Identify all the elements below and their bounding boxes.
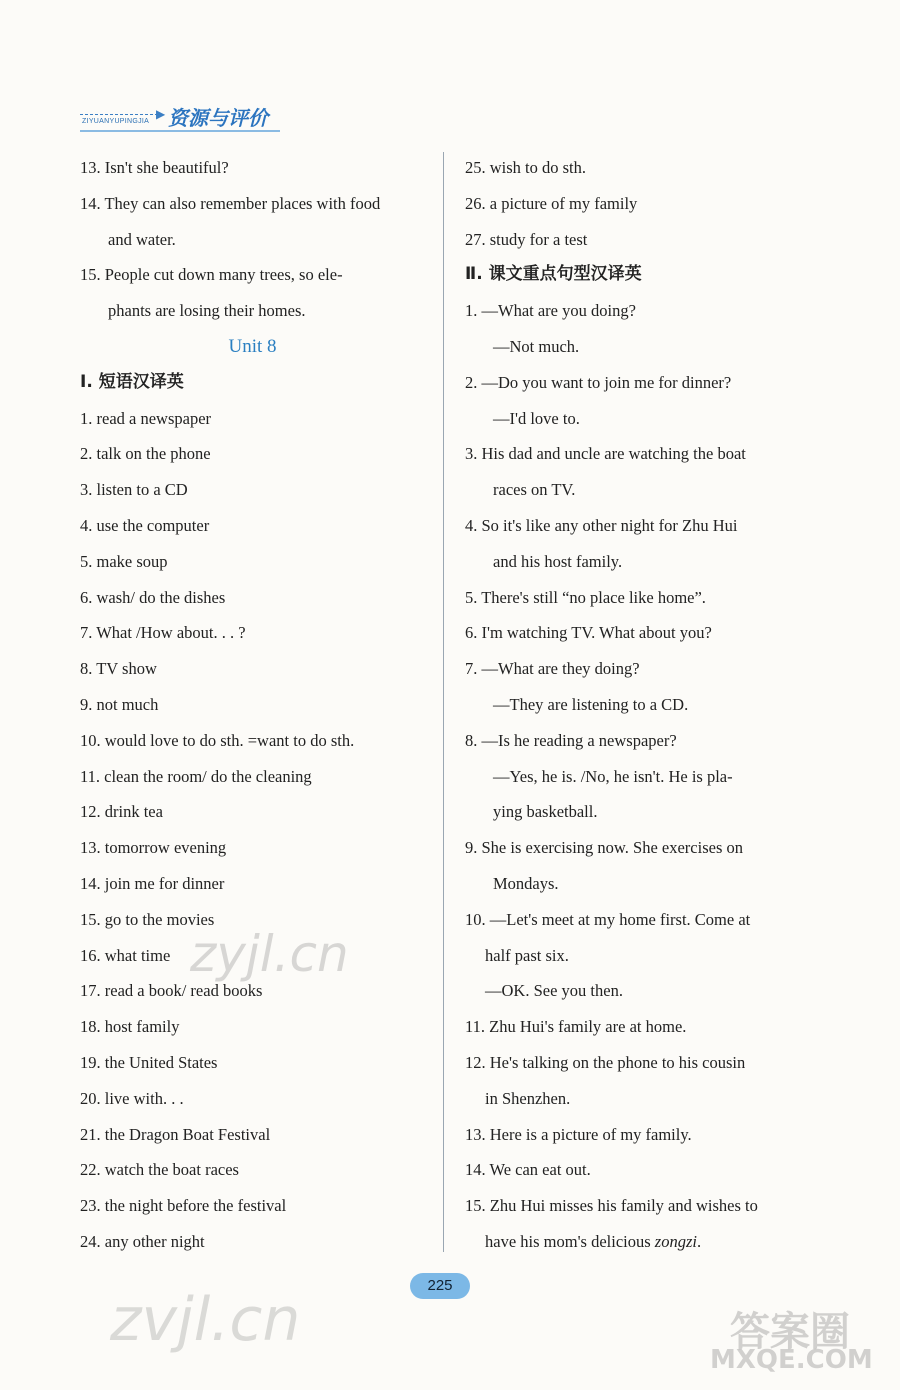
text-line: 14. join me for dinner [80, 873, 225, 893]
text-line: phants are losing their homes. [108, 301, 306, 321]
text-line: have his mom's delicious zongzi. [485, 1231, 702, 1251]
arrow-icon: ▶ [156, 107, 166, 121]
text-line: 5. There's still “no place like home”. [465, 587, 706, 607]
unit-title: Unit 8 [228, 335, 277, 357]
text-line: 1. —What are you doing? [465, 301, 636, 321]
text-line: 13. Here is a picture of my family. [465, 1124, 692, 1144]
text-line: 27. study for a test [465, 229, 588, 249]
watermark: zyjl.cn [190, 925, 349, 983]
header-roman: ZIYUANYUPINGJIA [82, 118, 150, 125]
text-line: 15. Zhu Hui misses his family and wishes to [465, 1196, 758, 1216]
text-line: 11. clean the room/ do the cleaning [80, 766, 312, 786]
watermark: zvjl.cn [110, 1285, 301, 1355]
text-line: 9. not much [80, 694, 159, 714]
header-underline [80, 130, 280, 132]
text-line: 7. What /How about. . . ? [80, 623, 246, 643]
text-line: 1. read a newspaper [80, 408, 212, 428]
text-line: 3. His dad and uncle are watching the boat [465, 444, 746, 464]
page-number: 225 [410, 1273, 470, 1299]
text-line: 8. —Is he reading a newspaper? [465, 730, 677, 750]
text-line: 19. the United States [80, 1052, 218, 1072]
text-line: 25. wish to do sth. [465, 158, 587, 177]
text-line: 17. read a book/ read books [80, 981, 263, 1001]
right-column [465, 150, 810, 1260]
watermark: MXQE.COM [710, 1345, 873, 1375]
text-line: 22. watch the boat races [80, 1160, 239, 1180]
text-line: half past six. [485, 945, 569, 965]
text-line: 7. —What are they doing? [465, 659, 640, 679]
text-line: 24. any other night [80, 1231, 205, 1251]
text-line: ying basketball. [493, 802, 598, 822]
text-line: and water. [108, 229, 176, 249]
text-line: in Shenzhen. [485, 1088, 571, 1108]
text-line: 15. People cut down many trees, so ele- [80, 265, 343, 285]
text-line: 26. a picture of my family [465, 193, 638, 213]
text-line: 14. We can eat out. [465, 1160, 591, 1180]
header-title: 资源与评价 [168, 106, 268, 130]
text-line: 3. listen to a CD [80, 480, 188, 500]
section-title-sentences: Ⅱ. 课文重点句型汉译英 [465, 264, 642, 285]
section-title-phrases: Ⅰ. 短语汉译英 [80, 371, 184, 392]
text-line: 4. use the computer [80, 515, 210, 535]
text-line: —I'd love to. [493, 408, 580, 428]
text-line: 13. tomorrow evening [80, 838, 227, 858]
text-line: —Yes, he is. /No, he isn't. He is pla- [493, 766, 733, 786]
text-line: 21. the Dragon Boat Festival [80, 1124, 271, 1144]
text-line: 2. —Do you want to join me for dinner? [465, 372, 732, 392]
column-divider [443, 152, 444, 1252]
text-line: 2. talk on the phone [80, 444, 211, 464]
header-logo [78, 100, 298, 134]
text-line: 10. —Let's meet at my home first. Come at [465, 909, 751, 929]
text-line: 23. the night before the festival [80, 1196, 287, 1216]
text-line: 18. host family [80, 1017, 180, 1037]
text-line: 8. TV show [80, 659, 157, 679]
text-line: 13. Isn't she beautiful? [80, 158, 229, 177]
text-line: 20. live with. . . [80, 1088, 184, 1108]
header-dashed-line [80, 114, 158, 115]
text-line: 4. So it's like any other night for Zhu Hui [465, 515, 738, 535]
text-line: 9. She is exercising now. She exercises on [465, 838, 743, 858]
text-line: 11. Zhu Hui's family are at home. [465, 1017, 687, 1037]
text-line: —OK. See you then. [485, 981, 623, 1001]
text-line: 12. drink tea [80, 802, 163, 822]
left-column [80, 150, 425, 1260]
text-line: 10. would love to do sth. =want to do sth. [80, 730, 355, 750]
watermark: 答案圈 [730, 1309, 850, 1355]
text-line: —Not much. [493, 336, 580, 356]
text-line: 15. go to the movies [80, 909, 215, 929]
text-line: races on TV. [493, 480, 576, 500]
text-line: 14. They can also remember places with food [80, 193, 381, 213]
text-line: 12. He's talking on the phone to his cousin [465, 1052, 746, 1072]
text-line: 5. make soup [80, 551, 168, 571]
text-line: —They are listening to a CD. [493, 694, 689, 714]
text-line: and his host family. [493, 551, 623, 571]
text-line: Mondays. [493, 873, 559, 893]
text-line: 16. what time [80, 945, 171, 965]
text-line: 6. I'm watching TV. What about you? [465, 623, 712, 643]
text-line: 6. wash/ do the dishes [80, 587, 226, 607]
